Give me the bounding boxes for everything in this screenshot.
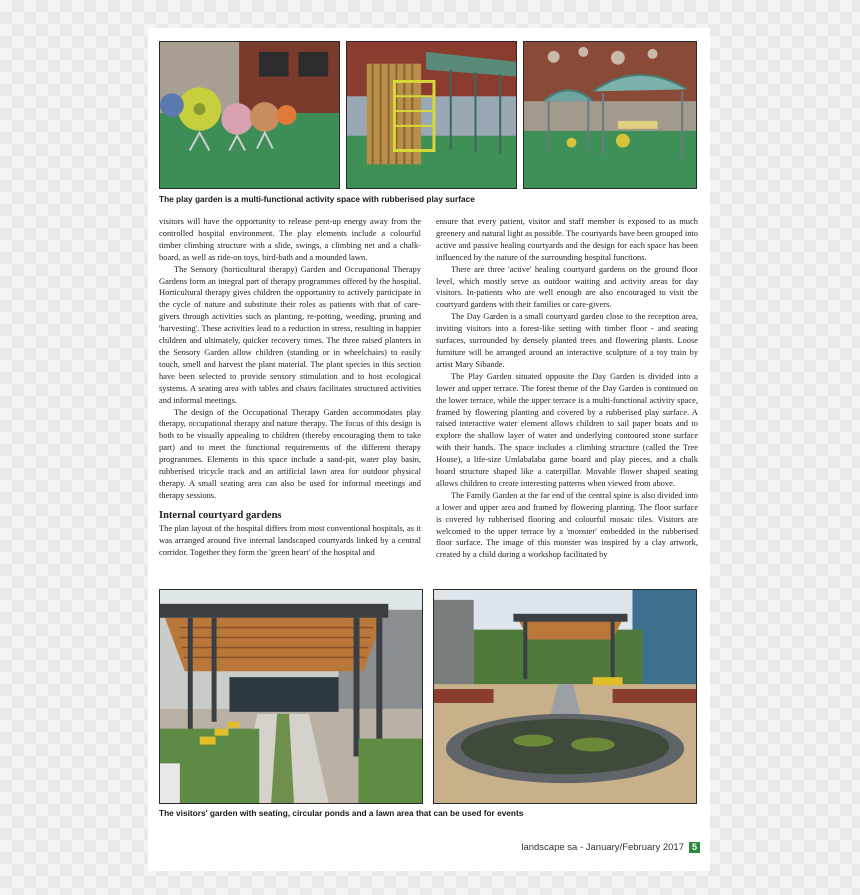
photo-circular-pond bbox=[433, 589, 697, 804]
paragraph: There are three 'active' healing courtyard gardens on the ground floor level, which mostly serve as outdoor waiting and activity areas for day visitors. In-patients who are well enough are also encouraged to visit the courtyard gardens with their families or care-givers. bbox=[436, 263, 698, 310]
magazine-page bbox=[148, 28, 710, 871]
paragraph: The Sensory (horticultural therapy) Garden and Occupational Therapy Gardens form an integral part of therapy programmes offered by the hospital. Horticultural therapy gives children the opportunity to actively participate in the cycle of nature and substitute their roles as patients with that of care-givers through activities such as planting, re-potting, weeding, pruning and 'harvesting'. These activities lead to a reduction in stress, resulting in happier children and ultimately, quicker recovery times. The three raised planters in the Sensory Garden allow children (standing or in wheelchairs) to easily touch, smell and harvest the plant material. The plant species in this section have been selected to provide sensory stimulation and to host ecological systems. A seating area with tables and chairs facilitates structured activities and informal meetings. bbox=[159, 263, 421, 405]
paragraph: The Day Garden is a small courtyard garden close to the reception area, inviting visitors into a forest-like setting with timber floor - and seating surfaces, surrounded by densely planted trees and flowering plants. Loose furniture will be arranged around an interactive sculpture of a toy train by artist Mary Sibande. bbox=[436, 311, 698, 369]
top-photo-caption: The play garden is a multi-functional activity space with rubberised play surface bbox=[159, 194, 475, 204]
section-heading: Internal courtyard gardens bbox=[159, 509, 282, 521]
right-text-column bbox=[436, 216, 698, 561]
photo-canopies bbox=[523, 41, 697, 189]
paragraph: The Play Garden situated opposite the Day Garden is divided into a lower and upper terrace. The forest theme of the Day Garden is continued on the lower terrace, while the upper terrace is a multi-functional activity space, framed by flowering planting and covered by a rubberised play surface. A raised interactive water element allows children to sail paper boats and to explore the shallow layer of water and underlying contoured stone surface with their hands. The space includes a climbing structure (called the Tree House), a life-size Umlabalaba game board and play pieces, and a chalk board structure shaped like a caterpillar. Movable flower shaped seating allows children to create interesting patterns when viewed from above. bbox=[436, 370, 698, 488]
paragraph: ensure that every patient, visitor and staff member is exposed to as much greenery and natural light as possible. The courtyards have been grouped into active and passive healing courtyards and the design for each space has been influenced by the nature of the surrounding hospital functions. bbox=[436, 216, 698, 262]
photo-play-discs bbox=[159, 41, 340, 189]
paragraph: visitors will have the opportunity to release pent-up energy away from the controlled hospital environment. The play elements include a colourful timber climbing structure with a slide, swings, a climbing net and a chalk-board, as well as ride-on toys, bird-bath and a mounded lawn. bbox=[159, 216, 421, 262]
page-footer bbox=[521, 842, 700, 853]
paragraph: The plan layout of the hospital differs from most conventional hospitals, as it was arranged around five internal landscaped courtyards linked by a central corridor. Together they form the 'green heart' of the hospital and bbox=[159, 522, 421, 557]
left-text-column bbox=[159, 216, 421, 558]
bottom-photo-caption: The visitors' garden with seating, circular ponds and a lawn area that can be used for events bbox=[159, 808, 524, 818]
paragraph: The Family Garden at the far end of the central spine is also divided into a lower and upper area and framed by flowering planting. The floor surface is covered by rubberised flooring and colourful mosaic tiles. Visitors are welcomed to the upper terrace by a 'monster' embedded in the rubberised floor surface. The image of this monster was inspired by a clay artwork, created by a child during a workshop facilitated by bbox=[436, 489, 698, 560]
publication-name: landscape sa - January/February 2017 bbox=[521, 842, 684, 853]
paragraph: The design of the Occupational Therapy Garden accommodates play therapy, occupational therapy and nature therapy. The focus of this design is both to be visually appealing to children (thereby encouraging them to take part) and to meet the functional requirements of the different therapy programmes. Elements in this space include a sand-pit, water play basin, rubberised tricycle track and an artificial lawn area for outdoor physical therapy. A small seating area can also be used for informal meetings and therapy sessions. bbox=[159, 406, 421, 500]
page-number: 5 bbox=[689, 842, 700, 853]
photo-pergola-walkway bbox=[159, 589, 423, 804]
photo-climbing-structure bbox=[346, 41, 517, 189]
